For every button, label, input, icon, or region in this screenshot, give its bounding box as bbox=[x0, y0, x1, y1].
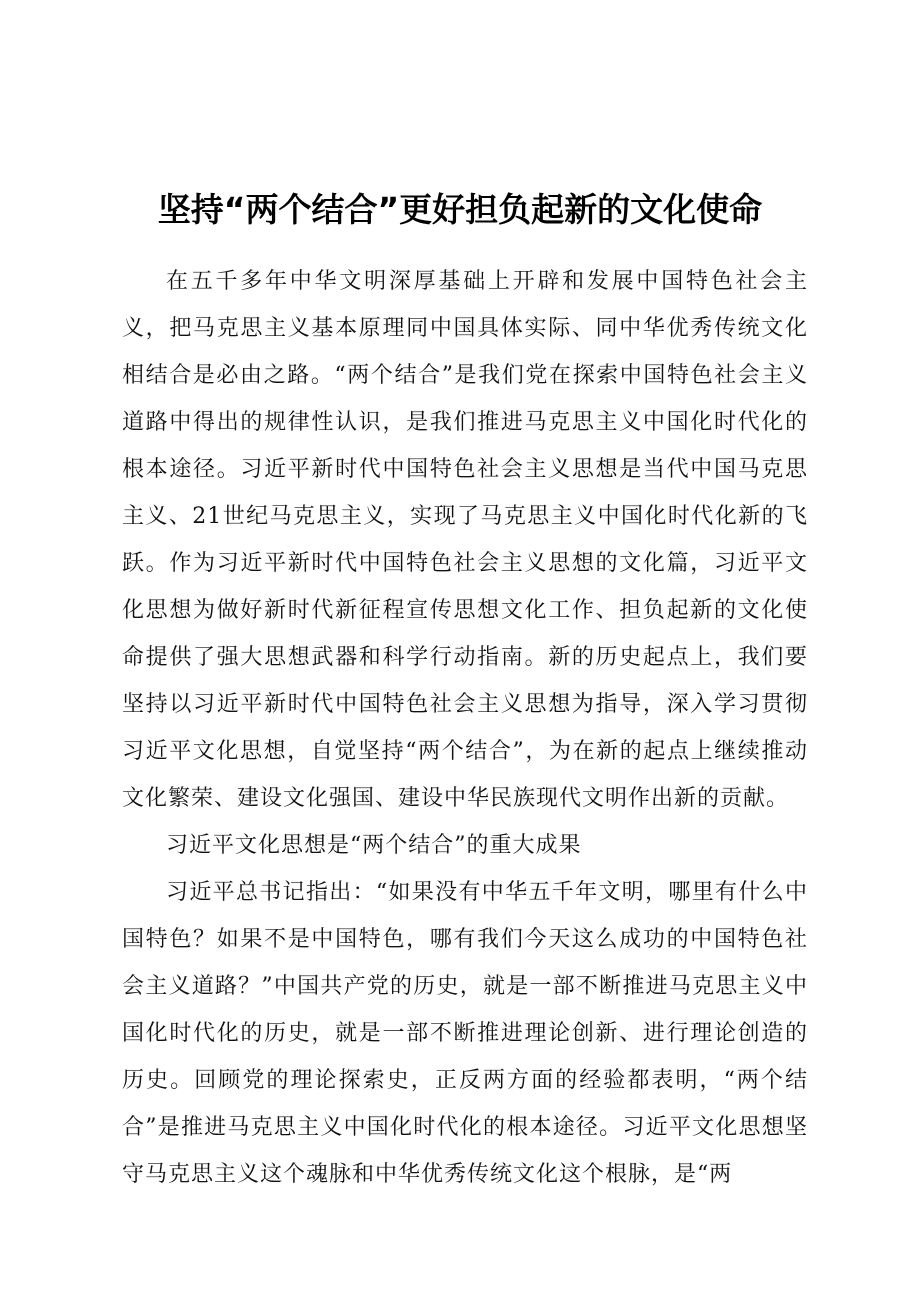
section-heading: 习近平文化思想是“两个结合”的重大成果 bbox=[166, 833, 582, 858]
section-paragraph: 习近平总书记指出：“如果没有中华五千年文明，哪里有什么中国特色？如果不是中国特色，哪有我们今天这么成功的中国特色社会主义道路？”中国共产党的历史，就是一部不断推进马克思主义中国化时代化的历史，就是一部不断推进理论创新、进行理论创造的历史。回顾党的理论探索史，正反两方面的经验都表明，“两个结合”是推进马克思主义中国化时代化的根本途径。习近平文化思想坚守马克思主义这个魂脉和中华优秀传统文化这个根脉，是“两 bbox=[122, 880, 808, 1187]
document-title: 坚持“两个结合”更好担负起新的文化使命 bbox=[157, 190, 763, 229]
intro-paragraph: 在五千多年中华文明深厚基础上开辟和发展中国特色社会主义，把马克思主义基本原理同中国具体实际、同中华优秀传统文化相结合是必由之路。“两个结合”是我们党在探索中国特色社会主义道路中得出的规律性认识，是我们推进马克思主义中国化时代化的根本途径。习近平新时代中国特色社会主义思想是当代中国马克思主义、21世纪马克思主义，实现了马克思主义中国化时代化新的飞跃。作为习近平新时代中国特色社会主义思想的文化篇，习近平文化思想为做好新时代新征程宣传思想文化工作、担负起新的文化使命提供了强大思想武器和科学行动指南。新的历史起点上，我们要坚持以习近平新时代中国特色社会主义思想为指导，深入学习贯彻习近平文化思想，自觉坚持“两个结合”，为在新的起点上继续推动文化繁荣、建设文化强国、建设中华民族现代文明作出新的贡献。 bbox=[122, 269, 808, 811]
document-body bbox=[122, 258, 808, 1198]
